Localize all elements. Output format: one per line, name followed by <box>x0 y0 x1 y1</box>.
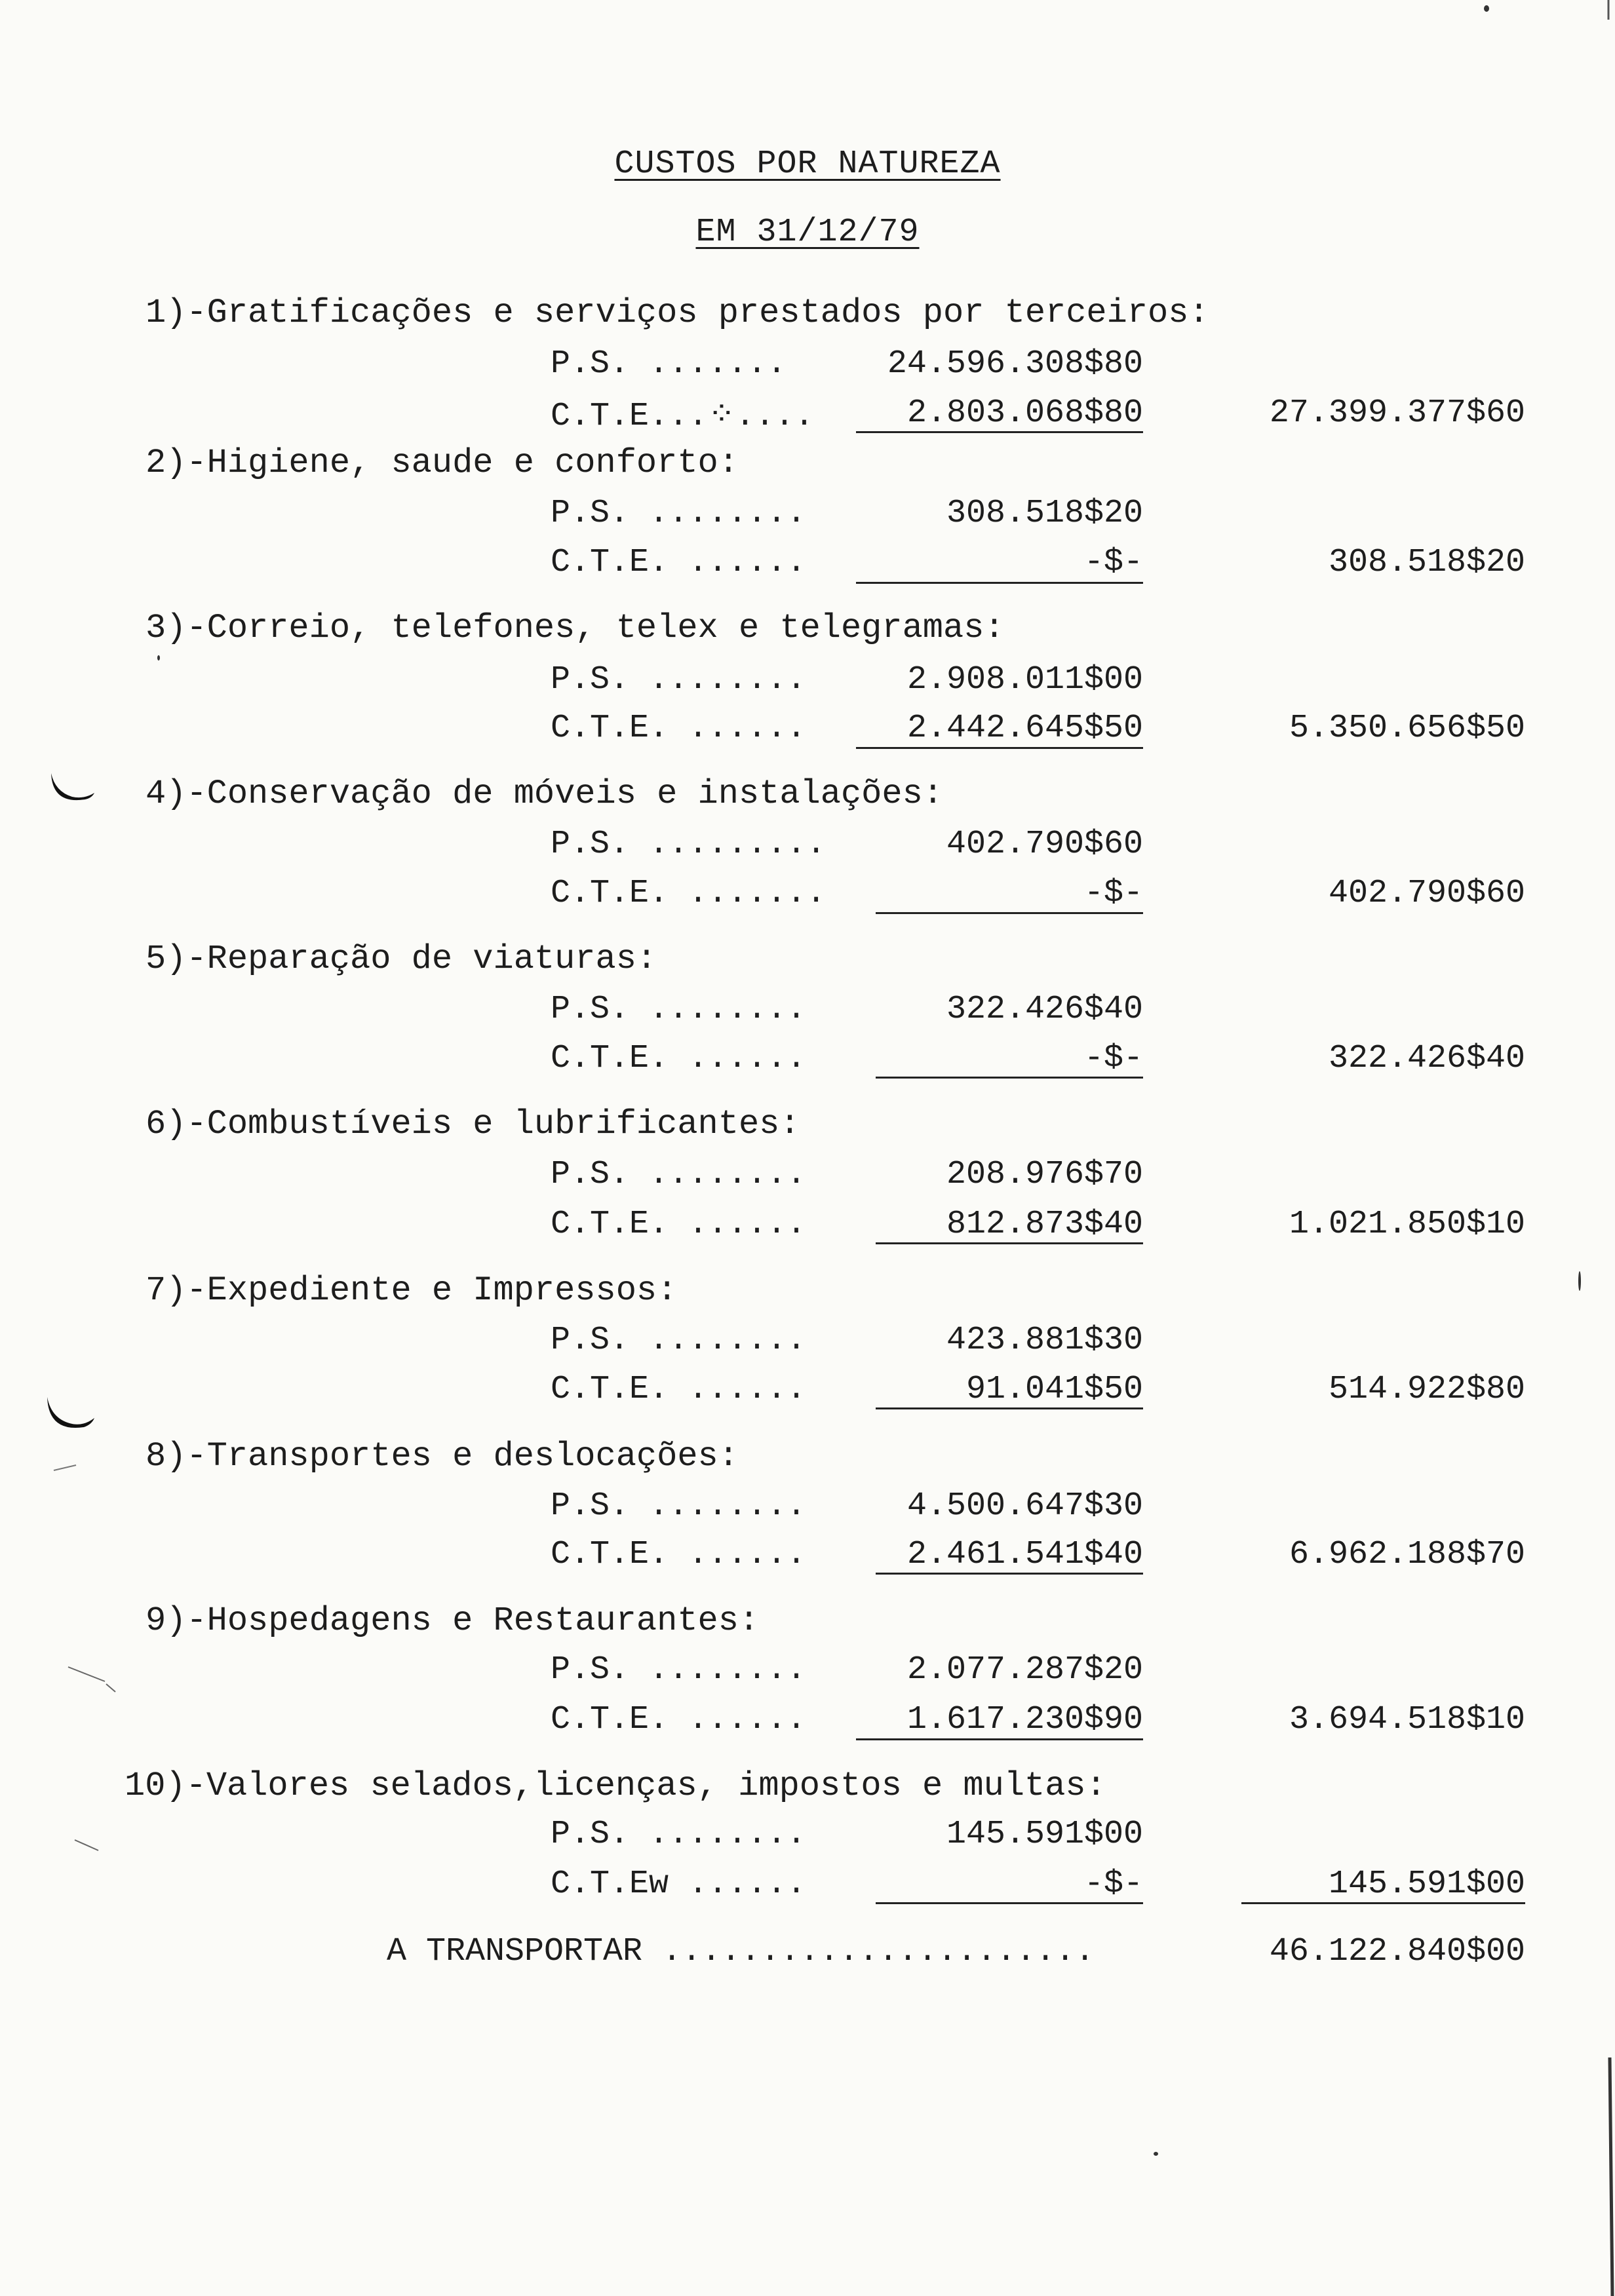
ps-label: P.S. ......... <box>551 826 827 863</box>
ps-label: P.S. ........ <box>551 991 807 1028</box>
subtotal-rule <box>876 1242 1143 1244</box>
transport-total: 46.122.840$00 <box>1269 1933 1525 1970</box>
ps-value: 24.596.308$80 <box>887 345 1143 383</box>
speck <box>1484 5 1489 12</box>
subtotal-rule <box>876 1407 1143 1409</box>
subtotal-rule <box>876 1573 1143 1575</box>
ps-value: 2.908.011$00 <box>906 661 1143 698</box>
cte-label: C.T.E. ...... <box>551 1701 807 1738</box>
speck <box>1578 1271 1581 1291</box>
item-total: 6.962.188$70 <box>1289 1536 1525 1573</box>
page-edge-mark <box>1586 0 1615 2296</box>
punch-hole-mark <box>46 767 98 813</box>
ps-label: P.S. ....... <box>551 345 787 383</box>
grand-total-rule <box>1241 1902 1525 1904</box>
item-total: 145.591$00 <box>1328 1866 1525 1903</box>
item-heading: 6)-Combustíveis e lubrificantes: <box>146 1105 800 1143</box>
ps-value: 2.077.287$20 <box>906 1651 1143 1689</box>
page-title-text: CUSTOS POR NATUREZA <box>614 145 1001 183</box>
item-heading: 5)-Reparação de viaturas: <box>146 940 657 978</box>
cte-label: C.T.E. ...... <box>551 710 807 747</box>
punch-hole-mark <box>42 1389 98 1442</box>
cte-label: C.T.E. ...... <box>551 1371 807 1408</box>
item-heading: 2)-Higiene, saude e conforto: <box>146 444 739 482</box>
item-total: 1.021.850$10 <box>1289 1206 1525 1243</box>
page-subtitle-text: EM 31/12/79 <box>695 214 920 251</box>
cte-value: 91.041$50 <box>965 1371 1143 1408</box>
subtotal-rule <box>856 582 1143 584</box>
item-heading: 7)-Expediente e Impressos: <box>146 1271 678 1310</box>
ps-value: 402.790$60 <box>946 826 1143 863</box>
ps-label: P.S. ........ <box>551 1816 807 1853</box>
item-total: 27.399.377$60 <box>1269 394 1525 432</box>
cte-label: C.T.E. ...... <box>551 1040 807 1077</box>
cte-label: C.T.E. ...... <box>551 544 807 581</box>
item-total: 514.922$80 <box>1328 1371 1525 1408</box>
cte-value: 1.617.230$90 <box>906 1701 1143 1738</box>
page-subtitle <box>0 214 1615 251</box>
ps-value: 208.976$70 <box>946 1156 1143 1193</box>
speck <box>1154 2152 1158 2156</box>
ps-value: 4.500.647$30 <box>906 1487 1143 1525</box>
item-total: 322.426$40 <box>1328 1040 1525 1077</box>
cte-label: C.T.Ew ...... <box>551 1866 807 1903</box>
cte-value: -$- <box>1083 544 1143 581</box>
subtotal-rule <box>856 747 1143 749</box>
speck <box>157 655 160 660</box>
page-title <box>0 145 1615 183</box>
ps-label: P.S. ........ <box>551 495 807 532</box>
ps-value: 322.426$40 <box>946 991 1143 1028</box>
transport-label: A TRANSPORTAR ...................... <box>387 1933 1095 1970</box>
cte-value: -$- <box>1083 1040 1143 1077</box>
subtotal-rule <box>876 912 1143 914</box>
item-heading: 3)-Correio, telefones, telex e telegramas: <box>146 609 1005 647</box>
subtotal-rule <box>856 1738 1143 1740</box>
item-heading: 9)-Hospedagens e Restaurantes: <box>146 1601 760 1640</box>
cte-value: -$- <box>1083 875 1143 912</box>
ps-label: P.S. ........ <box>551 1487 807 1525</box>
cte-label: C.T.E. ....... <box>551 875 827 912</box>
cte-value: 2.442.645$50 <box>906 710 1143 747</box>
subtotal-rule <box>876 1902 1143 1904</box>
subtotal-rule <box>856 431 1143 433</box>
cte-value: 2.461.541$40 <box>906 1536 1143 1573</box>
ps-label: P.S. ........ <box>551 1156 807 1193</box>
pencil-mark <box>72 1835 105 1854</box>
cte-value: 2.803.068$80 <box>906 394 1143 432</box>
pencil-mark <box>66 1664 118 1697</box>
ps-label: P.S. ........ <box>551 1322 807 1359</box>
subtotal-rule <box>876 1077 1143 1079</box>
ps-value: 145.591$00 <box>946 1816 1143 1853</box>
item-heading: 1)-Gratificações e serviços prestados por terceiros: <box>146 294 1209 332</box>
cte-value: 812.873$40 <box>946 1206 1143 1243</box>
pencil-mark <box>52 1461 79 1474</box>
item-heading: 4)-Conservação de móveis e instalações: <box>146 775 943 813</box>
cte-label: C.T.E. ...... <box>551 1206 807 1243</box>
ps-label: P.S. ........ <box>551 661 807 698</box>
item-total: 308.518$20 <box>1328 544 1525 581</box>
item-total: 3.694.518$10 <box>1289 1701 1525 1738</box>
item-total: 402.790$60 <box>1328 875 1525 912</box>
ps-value: 423.881$30 <box>946 1322 1143 1359</box>
ps-label: P.S. ........ <box>551 1651 807 1689</box>
item-heading: 8)-Transportes e deslocações: <box>146 1437 739 1476</box>
cte-label: C.T.E...⁘.... <box>551 398 814 435</box>
ps-value: 308.518$20 <box>946 495 1143 532</box>
item-total: 5.350.656$50 <box>1289 710 1525 747</box>
cte-label: C.T.E. ...... <box>551 1536 807 1573</box>
item-heading: 10)-Valores selados,licenças, impostos e multas: <box>125 1767 1106 1805</box>
cte-value: -$- <box>1083 1866 1143 1903</box>
